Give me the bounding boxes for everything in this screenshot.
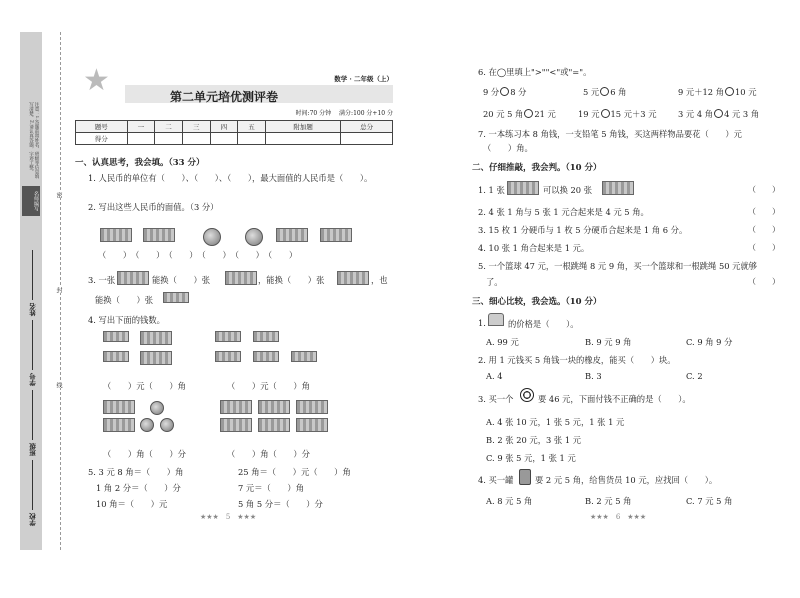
choice-3-opt-a[interactable]: A. 4 张 10 元，1 张 5 元，1 张 1 元	[486, 417, 625, 427]
section-3-heading: 三、细心比较，我会选。（10 分）	[472, 297, 602, 307]
judge-1a: 1. 1 张	[478, 185, 505, 195]
field-school[interactable]: 学校	[28, 460, 37, 526]
coin-image	[140, 418, 154, 432]
question-1-2: 2. 写出这些人民币的面值。（3 分）	[88, 202, 219, 212]
question-1-3c[interactable]: ，能换（ ）张	[258, 275, 325, 285]
banknote-image	[100, 228, 132, 242]
banknote-image	[220, 400, 252, 414]
banknote-image	[320, 228, 352, 242]
football-image	[520, 388, 534, 402]
page-number-right: ★★★ 6 ★★★	[590, 513, 647, 521]
publisher-tag: 名师编写	[22, 186, 40, 216]
score-table-header: 题号 一 二 三 四 五 附加题 总分	[76, 121, 393, 133]
judge-3-answer[interactable]: （ ）	[748, 225, 780, 234]
banknote-image	[140, 331, 172, 345]
exam-notes: 注意：1.答题前将姓名、班级等信息填写清楚。2.请认真答题，字迹工整。	[28, 102, 39, 179]
banknote-image	[215, 351, 241, 362]
question-1-4: 4. 写出下面的钱数。	[88, 315, 165, 325]
choice-4-opt-a[interactable]: A. 8 元 5 角	[486, 496, 533, 506]
cake-image	[488, 313, 504, 326]
question-1-5-r1c1[interactable]: 5. 3 元 8 角＝（ ）角	[88, 467, 184, 477]
banknote-image	[296, 400, 328, 414]
banknote-image	[337, 271, 369, 285]
judge-1b: 可以换 20 张	[543, 185, 593, 195]
banknote-image	[602, 181, 634, 195]
q6-r1-c[interactable]: 9 元＋12 角 10 元	[678, 87, 757, 97]
field-student-id[interactable]: 学号	[28, 320, 37, 386]
question-1-6: 6. 在◯里填上">""<"或"="。	[478, 67, 592, 77]
choice-1-opt-c[interactable]: C. 9 角 9 分	[686, 337, 733, 347]
question-1-4-answer-a1[interactable]: （ ）元（ ）角	[103, 381, 186, 391]
score-cell[interactable]	[341, 133, 393, 145]
choice-4-opt-c[interactable]: C. 7 元 5 角	[686, 496, 733, 506]
question-1-3b[interactable]: 能换（ ）张	[152, 275, 211, 285]
question-1-5-r1c2[interactable]: 25 角＝（ ）元（ ）角	[238, 467, 351, 477]
question-1-3a: 3. 一张	[88, 275, 116, 285]
judge-3: 3. 15 枚 1 分硬币与 1 枚 5 分硬币合起来是 1 角 6 分。	[478, 225, 688, 235]
banknote-image	[215, 331, 241, 342]
score-table-row: 得分	[76, 133, 393, 145]
choice-3-opt-c[interactable]: C. 9 张 5 元，1 张 1 元	[486, 453, 576, 463]
grade-label: 数学 · 二年级（上）	[334, 75, 393, 83]
question-1-5-r3c2[interactable]: 5 角 5 分＝（ ）分	[238, 499, 323, 509]
score-table	[75, 120, 393, 145]
banknote-image	[291, 351, 317, 362]
page-number-left: ★★★ 5 ★★★	[200, 513, 257, 521]
choice-3a: 3. 买一个	[478, 394, 514, 404]
judge-4: 4. 10 张 1 角合起来是 1 元。	[478, 243, 590, 253]
score-cell[interactable]	[265, 133, 341, 145]
banknote-image	[163, 292, 189, 303]
question-1-5-r2c1[interactable]: 1 角 2 分＝（ ）分	[96, 483, 181, 493]
banknote-image	[276, 228, 308, 242]
coin-image	[150, 401, 164, 415]
field-class[interactable]: 班级	[28, 390, 37, 456]
question-1-4-answer-b2[interactable]: （ ）角（ ）分	[227, 449, 310, 459]
choice-1-opt-a[interactable]: A. 99 元	[486, 337, 519, 347]
star-logo-icon: ★	[83, 63, 110, 98]
exam-meta	[290, 108, 393, 117]
banknote-image	[117, 271, 149, 285]
q6-r1-b[interactable]: 5 元 6 角	[583, 87, 627, 97]
banknote-image	[103, 331, 129, 342]
banknote-image	[140, 351, 172, 365]
choice-4a: 4. 买一罐	[478, 475, 514, 485]
choice-2-opt-b[interactable]: B. 3	[585, 371, 602, 381]
banknote-image	[258, 400, 290, 414]
cut-line-gutter	[42, 32, 70, 550]
judge-2: 2. 4 张 1 角与 5 张 1 元合起来是 4 元 5 角。	[478, 207, 649, 217]
score-cell[interactable]	[238, 133, 266, 145]
judge-2-answer[interactable]: （ ）	[748, 207, 780, 216]
question-1-7b[interactable]: （ ）角。	[483, 143, 533, 153]
banknote-image	[143, 228, 175, 242]
banknote-image	[103, 351, 129, 362]
q6-r1-a[interactable]: 9 分 8 分	[483, 87, 527, 97]
banknote-image	[507, 181, 539, 195]
question-1-5-r2c2[interactable]: 7 元＝（ ）角	[238, 483, 304, 493]
exam-time: 时间:70 分钟	[295, 110, 332, 117]
field-name[interactable]: 姓名	[28, 250, 37, 316]
banknote-image	[103, 400, 135, 414]
banknote-image	[220, 418, 252, 432]
q6-r2-b[interactable]: 19 元 15 元＋3 元	[578, 109, 657, 119]
choice-3-opt-b[interactable]: B. 2 张 20 元，3 张 1 元	[486, 435, 582, 445]
choice-1a: 1.	[478, 318, 486, 328]
question-1-4-answer-b1[interactable]: （ ）角（ ）分	[103, 449, 186, 459]
exam-title: 第二单元培优测评卷	[170, 90, 279, 104]
choice-2-opt-c[interactable]: C. 2	[686, 371, 703, 381]
banknote-image	[103, 418, 135, 432]
section-1-heading: 一、认真思考，我会填。（33 分）	[75, 158, 205, 168]
coin-image	[160, 418, 174, 432]
exam-header	[75, 60, 393, 120]
cut-label-xian: 线	[55, 382, 62, 388]
choice-2-opt-a[interactable]: A. 4	[486, 371, 503, 381]
banknote-image	[296, 418, 328, 432]
student-info-fields	[24, 250, 46, 550]
cut-label-mi: 密	[55, 192, 62, 198]
question-1-4-answer-a2[interactable]: （ ）元（ ）角	[227, 381, 310, 391]
q6-r2-a[interactable]: 20 元 5 角 21 元	[483, 109, 556, 119]
coin-image	[203, 228, 221, 246]
score-cell[interactable]	[210, 133, 238, 145]
score-cell[interactable]	[155, 133, 183, 145]
choice-3b[interactable]: 要 46 元，下面付钱不正确的是（ ）。	[538, 394, 691, 404]
banknote-image	[225, 271, 257, 285]
cut-label-feng: 封	[55, 287, 62, 293]
judge-5: 5. 一个篮球 47 元，一根跳绳 8 元 9 角，买一个篮球和一根跳绳 50 元就够	[478, 261, 758, 271]
judge-4-answer[interactable]: （ ）	[748, 243, 780, 252]
choice-1b[interactable]: 的价格是（ ）。	[508, 319, 579, 329]
exam-full-score: 满分:100 分+10 分	[339, 110, 393, 117]
banknote-image	[253, 351, 279, 362]
score-cell[interactable]	[182, 133, 210, 145]
question-1-2-blanks[interactable]: （ ） （ ） （ ） （ ） （ ） （ ）	[98, 250, 298, 260]
choice-1-opt-b[interactable]: B. 9 元 9 角	[585, 337, 632, 347]
question-1-3e[interactable]: 能换（ ）张	[95, 295, 154, 305]
judge-5b: 了。	[486, 277, 503, 287]
judge-5-answer[interactable]: （ ）	[748, 277, 780, 286]
section-2-heading: 二、仔细推敲，我会判。（10 分）	[472, 163, 602, 173]
question-1-1: 1. 人民币的单位有（ ）、（ ）、（ ），最大面值的人民币是（ ）。	[88, 173, 373, 183]
question-1-3d: ，也	[371, 275, 388, 285]
q6-r2-c[interactable]: 3 元 4 角 4 元 3 角	[678, 109, 760, 119]
judge-1-answer[interactable]: （ ）	[748, 185, 780, 194]
question-1-7[interactable]: 7. 一本练习本 8 角钱，一支铅笔 5 角钱，买这两样物品要花（ ）元	[478, 129, 742, 139]
coin-image	[245, 228, 263, 246]
question-1-5-r3c1[interactable]: 10 角＝（ ）元	[96, 499, 168, 509]
banknote-image	[258, 418, 290, 432]
choice-2[interactable]: 2. 用 1 元钱买 5 角钱一块的橡皮，能买（ ）块。	[478, 355, 676, 365]
banknote-image	[253, 331, 279, 342]
choice-4-opt-b[interactable]: B. 2 元 5 角	[585, 496, 632, 506]
drink-can-image	[519, 469, 531, 485]
score-cell[interactable]	[127, 133, 155, 145]
choice-4b[interactable]: 要 2 元 5 角，给售货员 10 元，应找回（ ）。	[535, 475, 718, 485]
